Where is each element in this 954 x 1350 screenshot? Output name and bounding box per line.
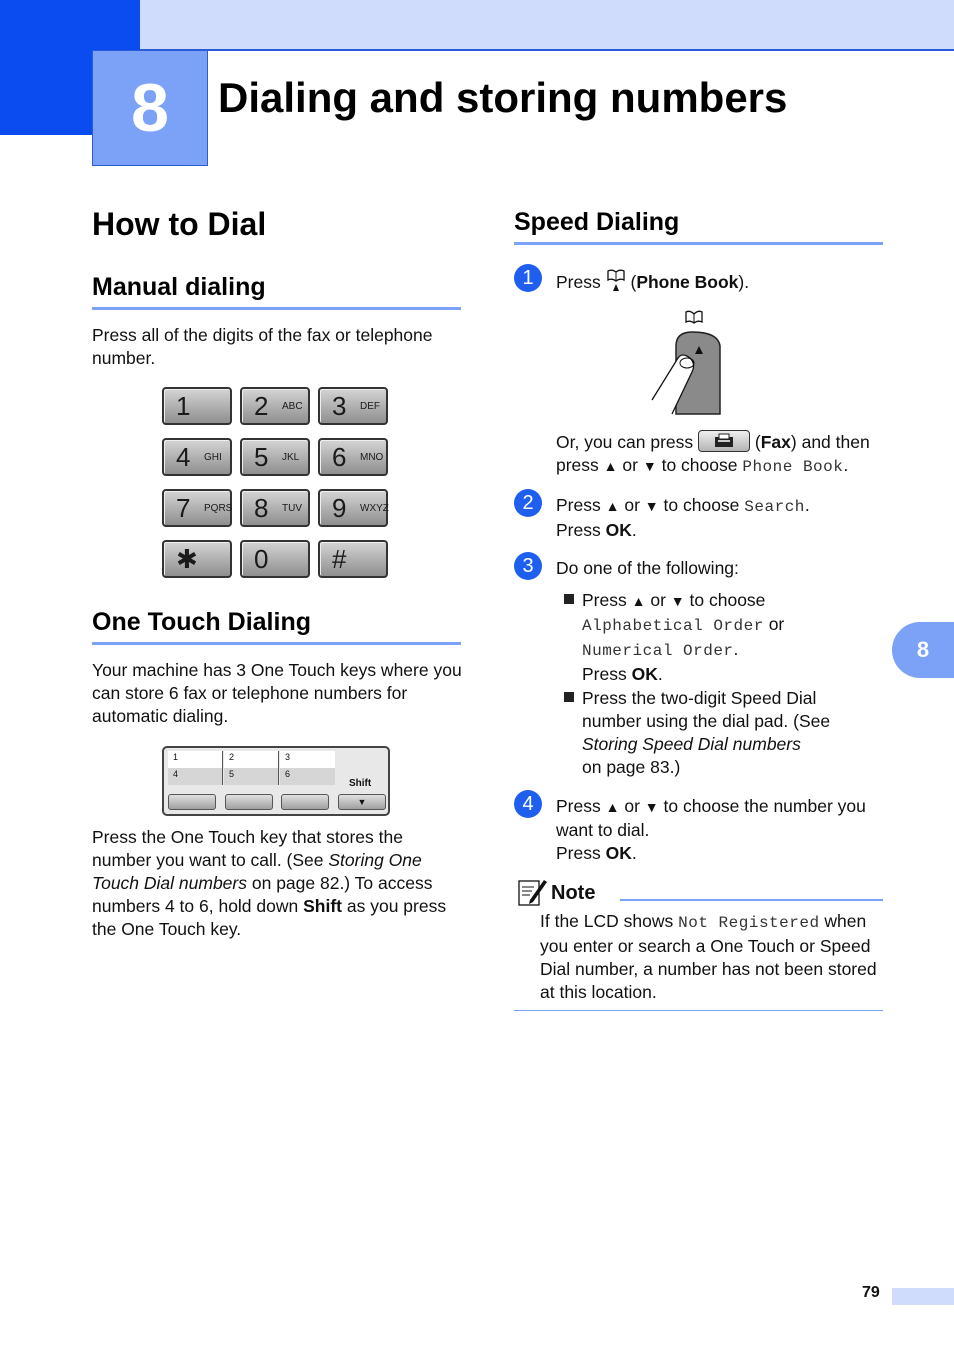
lcd-text: Phone Book: [742, 458, 844, 476]
shift-label: Shift: [349, 778, 372, 789]
phone-book-key-illustration: [648, 306, 738, 420]
text-run: as you press the One Touch key.: [92, 896, 447, 939]
text-run: .: [631, 843, 637, 863]
step-1-text: [556, 268, 749, 294]
text-run: Press the One Touch key that stores the number you want to call. (See: [92, 827, 403, 870]
keypad-digit: 9: [332, 493, 347, 523]
keypad-key[interactable]: [162, 387, 232, 425]
text-run: press: [556, 455, 599, 475]
text-run: or: [768, 614, 785, 634]
keypad-key[interactable]: [240, 540, 310, 578]
keypad-key[interactable]: [318, 387, 388, 425]
keypad-digit: 3: [332, 391, 347, 421]
down-arrow-icon: ▼: [670, 593, 685, 609]
step-number: 2: [514, 489, 542, 517]
note-rule: [620, 899, 883, 901]
keypad-letters: DEF: [360, 401, 380, 412]
keypad-key[interactable]: [318, 540, 388, 578]
one-touch-heading: One Touch Dialing: [92, 608, 311, 636]
speed-dialing-heading: Speed Dialing: [514, 208, 680, 236]
lcd-text: Alphabetical Order: [582, 617, 764, 635]
step-number: 1: [514, 264, 542, 292]
section-rule: [514, 242, 883, 245]
text-run: or: [624, 495, 640, 515]
up-arrow-icon: ▲: [603, 458, 618, 474]
text-run: .: [804, 495, 810, 515]
manual-dialing-text: Press all of the digits of the fax or telephone number.: [92, 325, 433, 368]
text-run: .: [657, 664, 663, 684]
keypad-digit: 8: [254, 493, 269, 523]
keypad-digit: ✱: [176, 544, 198, 574]
step-number: 3: [514, 552, 542, 580]
note-title: Note: [551, 882, 596, 904]
section-rule: [92, 307, 461, 310]
keypad-digit: 6: [332, 442, 347, 472]
text-run: to choose: [689, 590, 766, 610]
chapter-side-tab: 8: [892, 622, 954, 678]
keypad-key[interactable]: [162, 540, 232, 578]
keypad-digit: 2: [254, 391, 269, 421]
note-text: [540, 910, 885, 1004]
text-run: Press: [556, 495, 601, 515]
one-touch-panel: [162, 746, 390, 816]
bullet-icon: [564, 692, 574, 702]
text-run: Press: [556, 796, 601, 816]
cross-reference: Storing Speed Dial numbers: [582, 734, 801, 754]
keypad-key[interactable]: [318, 438, 388, 476]
up-arrow-icon: ▲: [605, 799, 620, 815]
text-run: Press: [556, 520, 601, 540]
keypad-digit: #: [332, 544, 347, 574]
text-run: to choose: [661, 455, 738, 475]
one-touch-label: 2: [224, 751, 279, 768]
text-run: Press the two-digit Speed Dial number using the dial pad. (See: [582, 688, 831, 731]
text-run: .: [733, 639, 739, 659]
note-bottom-rule: [514, 1010, 883, 1011]
step-2-text: [556, 494, 886, 542]
one-touch-key-2[interactable]: [225, 794, 273, 810]
text-run: or: [624, 796, 640, 816]
text-run: or: [650, 590, 666, 610]
page-number: 79: [862, 1284, 880, 1301]
text-run: Press: [556, 272, 601, 292]
keypad-letters: ABC: [282, 401, 303, 412]
bold-key-name: OK: [605, 520, 632, 540]
header-band: [140, 0, 954, 51]
keypad-letters: WXYZ: [360, 503, 389, 514]
keypad-digit: 5: [254, 442, 269, 472]
down-arrow-icon: ▼: [644, 498, 659, 514]
text-run: or: [622, 455, 638, 475]
bold-key-name: OK: [631, 664, 658, 684]
text-run: .: [631, 520, 637, 540]
step-1-alternative-text: Or, you can press (Fax) and then press ▲ or ▼ to choose Phone Book.: [556, 432, 870, 476]
one-touch-label: 3: [280, 751, 335, 768]
text-run: to choose: [663, 495, 740, 515]
text-run: on page 83.): [582, 757, 681, 777]
bullet-1-text: [582, 589, 882, 686]
down-arrow-icon: ▼: [642, 458, 657, 474]
phone-book-icon: [606, 268, 626, 290]
text-run: ).: [738, 272, 750, 292]
bullet-icon: [564, 594, 574, 604]
step-3-text: Do one of the following:: [556, 558, 739, 578]
bold-key-name: Phone Book: [636, 272, 739, 292]
one-touch-key-3[interactable]: [281, 794, 329, 810]
text-run: Or, you can press: [556, 432, 694, 452]
text-run: on page 82.) To access numbers 4 to 6, hold down: [92, 873, 433, 916]
bold-key-name: Shift: [303, 896, 342, 916]
keypad-key[interactable]: [318, 489, 388, 527]
one-touch-label: 6: [280, 768, 335, 785]
bold-key-name: Fax: [760, 432, 791, 452]
text-run: to choose the number you want to dial.: [556, 796, 866, 840]
text-run: Press: [582, 590, 627, 610]
keypad-digit: 4: [176, 442, 191, 472]
note-pencil-icon: [516, 876, 548, 908]
keypad-key[interactable]: [240, 489, 310, 527]
keypad-digit: 1: [176, 391, 191, 421]
keypad-letters: GHI: [204, 452, 222, 463]
text-run: .: [843, 455, 849, 475]
lcd-text: Not Registered: [678, 914, 820, 932]
up-arrow-icon: ▲: [631, 593, 646, 609]
text-run: Press: [556, 843, 601, 863]
one-touch-label: 5: [224, 768, 279, 785]
down-arrow-icon: ▼: [644, 799, 659, 815]
chapter-title: Dialing and storing numbers: [218, 74, 788, 121]
one-touch-label: 1: [168, 751, 223, 768]
keypad-letters: TUV: [282, 503, 302, 514]
one-touch-text: Your machine has 3 One Touch keys where you can store 6 fax or telephone numbers for automatic dialing.: [92, 660, 462, 726]
text-run: ) and then: [790, 432, 870, 452]
chapter-number-box: 8: [92, 50, 208, 166]
keypad-key[interactable]: [240, 387, 310, 425]
text-run: If the LCD shows: [540, 911, 674, 931]
manual-dialing-heading: Manual dialing: [92, 273, 266, 301]
text-run: (: [625, 272, 637, 292]
fax-button-icon: [698, 430, 750, 452]
keypad-digit: 7: [176, 493, 191, 523]
step-4-text: [556, 795, 886, 865]
keypad-digit: 0: [254, 544, 269, 574]
how-to-dial-heading: How to Dial: [92, 206, 267, 242]
dial-keypad: [162, 387, 392, 582]
one-touch-key-1[interactable]: [168, 794, 216, 810]
keypad-letters: PQRS: [204, 503, 233, 514]
text-run: when you enter or search a One Touch or Speed Dial number, a number has not been stored at this location.: [540, 911, 877, 1002]
keypad-letters: JKL: [282, 452, 300, 463]
cross-reference: Storing One Touch Dial numbers: [92, 850, 422, 893]
up-arrow-icon: ▲: [605, 498, 620, 514]
keypad-key[interactable]: [162, 489, 232, 527]
one-touch-instructions: [92, 826, 464, 941]
bullet-2-text: [582, 687, 872, 779]
keypad-key[interactable]: [240, 438, 310, 476]
shift-key[interactable]: ▼: [338, 794, 386, 810]
one-touch-label: 4: [168, 768, 223, 785]
section-rule: [92, 642, 461, 645]
lcd-text: Numerical Order: [582, 642, 734, 660]
lcd-text: Search: [744, 498, 805, 516]
keypad-key[interactable]: [162, 438, 232, 476]
bold-key-name: OK: [605, 843, 632, 863]
page-number-bar: [892, 1288, 954, 1305]
keypad-letters: MNO: [360, 452, 384, 463]
text-run: Press: [582, 664, 627, 684]
step-number: 4: [514, 790, 542, 818]
